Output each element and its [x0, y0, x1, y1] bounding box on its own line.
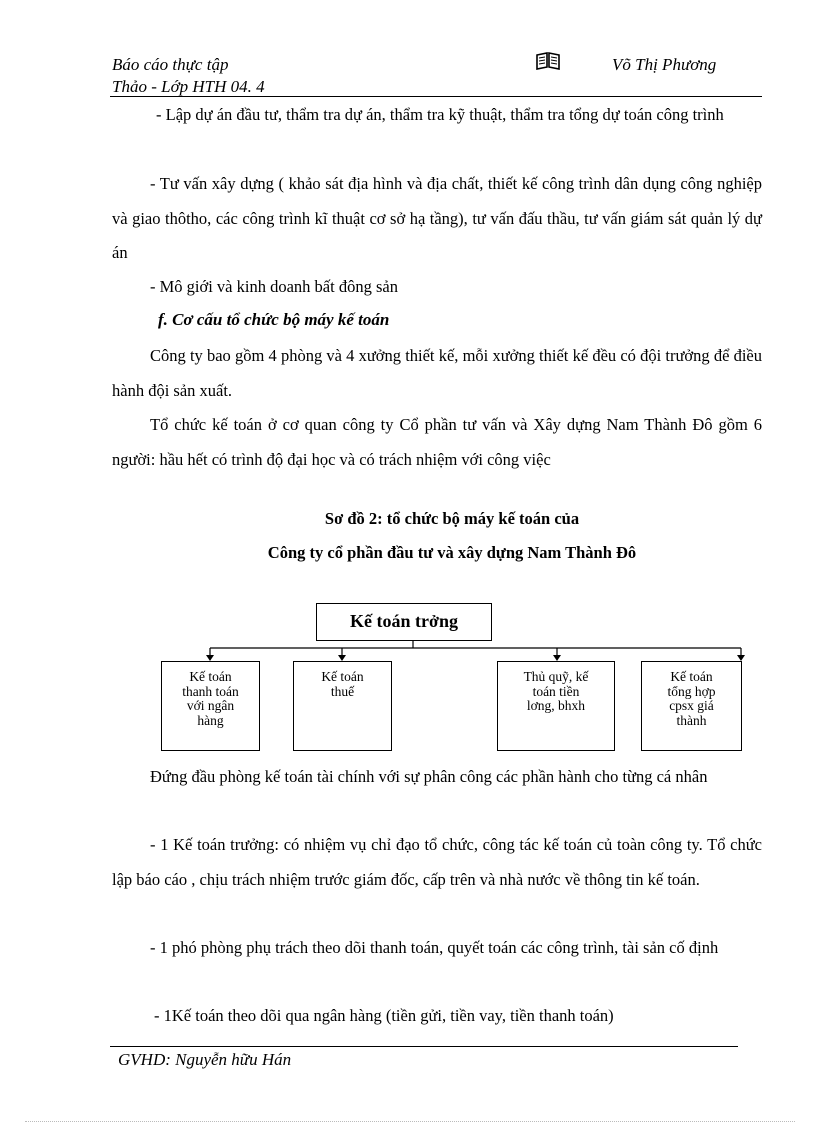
tax-accountant-box: [293, 661, 392, 751]
general-cost-accountant-box: [641, 661, 742, 751]
chief-accountant-label: Kế toán trởng: [350, 611, 458, 631]
box-line: Kế toán: [321, 669, 364, 684]
box-line: lơng, bhxh: [526, 698, 586, 713]
paragraph-project-consulting: - Lập dự án đầu tư, thẩm tra dự án, thẩm tra kỹ thuật, thẩm tra tổng dự toán công trình: [156, 105, 724, 124]
box-line: cpsx giá: [669, 698, 714, 713]
box-line: với ngân: [186, 698, 235, 713]
header-report-title: Báo cáo thực tập: [112, 55, 229, 74]
diagram-subtitle: Công ty cổ phần đầu tư và xây dựng Nam Thành Đô: [267, 543, 637, 562]
box-line: tổng hợp: [667, 683, 716, 699]
footer-supervisor: GVHD: Nguyễn hữu Hán: [118, 1050, 292, 1069]
paragraph-chief-accountant: - 1 Kế toán trưởng: có nhiệm vụ chỉ đạo tổ chức, công tác kế toán củ toàn công ty. Tổ chức lập báo cáo , chịu trách nhiệm trước giám đốc, cấp trên và nhà nước về thông tin kế toán.: [112, 835, 762, 889]
diagram-title: Sơ đồ 2: tổ chức bộ máy kế toán của: [324, 509, 580, 528]
paragraph-deputy-head: - 1 phó phòng phụ trách theo dõi thanh toán, quyết toán các công trình, tài sản cố định: [150, 938, 719, 957]
header-student-class: Thảo - Lớp HTH 04. 4: [112, 77, 265, 96]
box-line: hàng: [197, 712, 224, 728]
page-bottom-dotted-border: [25, 1121, 795, 1122]
box-line: thanh toán: [182, 683, 239, 699]
paragraph-construction-consulting: - Tư vấn xây dựng ( khảo sát địa hình và địa chất, thiết kế công trình dân dụng công nghiệp và giao thôtho, các công trình kĩ thuật cơ sở hạ tầng), tư vấn đấu thầu, tư vấn giám sát quản lý dự án: [112, 174, 762, 262]
box-line: Kế toán: [189, 669, 232, 684]
paragraph-accounting-staff: Tổ chức kế toán ở cơ quan công ty Cổ phần tư vấn và Xây dựng Nam Thành Đô gồm 6 người: hầu hết có trình độ đại học và có trách nhiệm với công việc: [112, 415, 762, 469]
box-line: toán tiền: [532, 683, 580, 699]
box-line: thuế: [330, 683, 355, 699]
footer-rule: [110, 1046, 738, 1047]
box-line: thành: [676, 712, 707, 728]
paragraph-department-head: Đứng đầu phòng kế toán tài chính với sự phân công các phần hành cho từng cá nhân: [150, 767, 708, 786]
header-author: Võ Thị Phương: [612, 55, 717, 74]
chief-accountant-box: [316, 603, 492, 641]
box-line: Thủ quỹ, kế: [523, 669, 589, 684]
cashier-salary-accountant-box: [497, 661, 615, 751]
paragraph-bank-accountant: - 1Kế toán theo dõi qua ngân hàng (tiền gửi, tiền vay, tiền thanh toán): [154, 1006, 614, 1025]
section-heading: f. Cơ cấu tổ chức bộ máy kế toán: [158, 310, 390, 329]
payment-bank-accountant-box: [161, 661, 260, 751]
box-line: Kế toán: [670, 669, 713, 684]
paragraph-real-estate: - Mô giới và kinh doanh bất đông sản: [150, 277, 398, 296]
paragraph-company-structure: Công ty bao gồm 4 phòng và 4 xưởng thiết kế, mỗi xưởng thiết kế đều có đội trưởng để điều hành đội sản xuất.: [112, 346, 762, 400]
